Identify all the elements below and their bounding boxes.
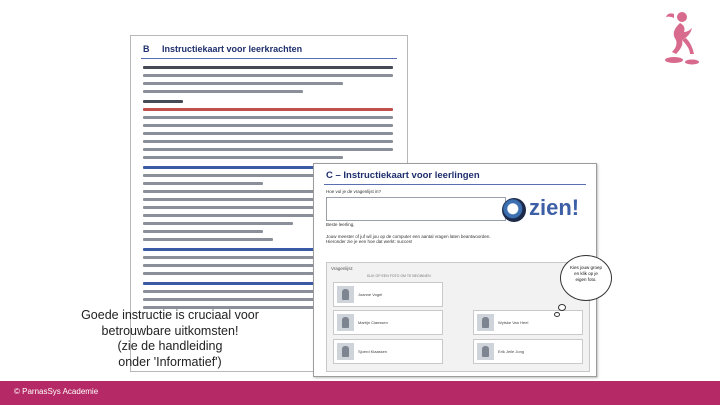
- text-line-placeholder: [143, 74, 393, 77]
- student-intro-line-1: Jouw meester of juf wil jou op de computer een aantal vragen laten beantwoorden.: [326, 234, 491, 239]
- caption-line: (zie de handleiding: [117, 339, 223, 353]
- zien-logo: [502, 196, 592, 224]
- student-photo: [477, 314, 494, 331]
- bubble-tail: [558, 304, 566, 311]
- teacher-card-rule: [141, 58, 397, 59]
- panel-subheader: KLIK OP EEN FOTO OM TE BEGINNEN: [367, 274, 431, 278]
- footer-copyright: © ParnasSys Academie: [14, 387, 99, 396]
- text-line-placeholder: [143, 222, 293, 225]
- text-line-placeholder: [143, 132, 393, 135]
- bubble-line: en klik op je: [574, 271, 598, 276]
- bubble-line: eigen foto.: [575, 277, 597, 282]
- questionnaire-panel: [326, 262, 590, 372]
- student-name: Erik Jelle Jong: [498, 349, 525, 354]
- text-line-placeholder: [143, 82, 343, 85]
- text-line-placeholder: [143, 140, 393, 143]
- thought-bubble: [560, 255, 612, 301]
- student-photo: [337, 343, 354, 360]
- student-card-title: C – Instructiekaart voor leerlingen: [326, 170, 480, 181]
- student-photo: [337, 286, 354, 303]
- footer-bar: [0, 381, 720, 405]
- caption-line: onder 'Informatief'): [118, 354, 222, 369]
- bubble-tail: [554, 312, 560, 317]
- text-line-placeholder: [143, 182, 263, 185]
- student-card-rule: [324, 184, 586, 185]
- student-name: Martijn Claessen: [358, 320, 388, 325]
- teacher-card-title: [143, 44, 302, 54]
- teacher-card-letter: B: [143, 44, 150, 54]
- question-label: Hoe vul je de vragenlijst in?: [326, 189, 382, 194]
- text-line-placeholder: [143, 116, 393, 119]
- student-card[interactable]: [333, 282, 443, 307]
- student-intro: [326, 234, 491, 244]
- student-intro-line-2: Hieronder zie je een hoe dat werkt: succes!: [326, 239, 413, 244]
- panel-header: Vragenlijst:: [331, 266, 354, 271]
- zien-logo-text: zien!: [529, 195, 580, 220]
- caption-line: Goede instructie is cruciaal voor: [81, 308, 259, 322]
- parnassys-logo-icon: [660, 10, 702, 68]
- student-photo: [477, 343, 494, 360]
- text-line-placeholder: [143, 124, 393, 127]
- student-name: Wytske Van Heel: [498, 320, 529, 325]
- student-instruction-card: [313, 163, 597, 377]
- text-line-placeholder: [143, 108, 393, 111]
- text-line-placeholder: [143, 148, 393, 151]
- question-box: [326, 197, 506, 221]
- student-card[interactable]: [333, 339, 443, 364]
- bubble-line: Kies jouw groep: [569, 265, 603, 270]
- text-line-placeholder: [143, 90, 303, 93]
- slide-caption: [55, 308, 285, 370]
- student-photo: [337, 314, 354, 331]
- student-name: Sjoerd Klaassen: [358, 349, 388, 354]
- student-card[interactable]: [333, 310, 443, 335]
- student-card[interactable]: [473, 339, 583, 364]
- text-line-placeholder: [143, 230, 263, 233]
- eye-icon: [502, 198, 526, 222]
- greeting-label: Beste leerling,: [326, 222, 355, 227]
- text-line-placeholder: [143, 156, 343, 159]
- text-line-placeholder: [143, 100, 183, 103]
- text-line-placeholder: [143, 66, 393, 69]
- student-card[interactable]: [473, 310, 583, 335]
- student-name: Joanne Vogel: [358, 292, 383, 297]
- caption-line: betrouwbare uitkomsten!: [101, 323, 239, 338]
- text-line-placeholder: [143, 238, 273, 241]
- teacher-card-heading: Instructiekaart voor leerkrachten: [162, 44, 303, 54]
